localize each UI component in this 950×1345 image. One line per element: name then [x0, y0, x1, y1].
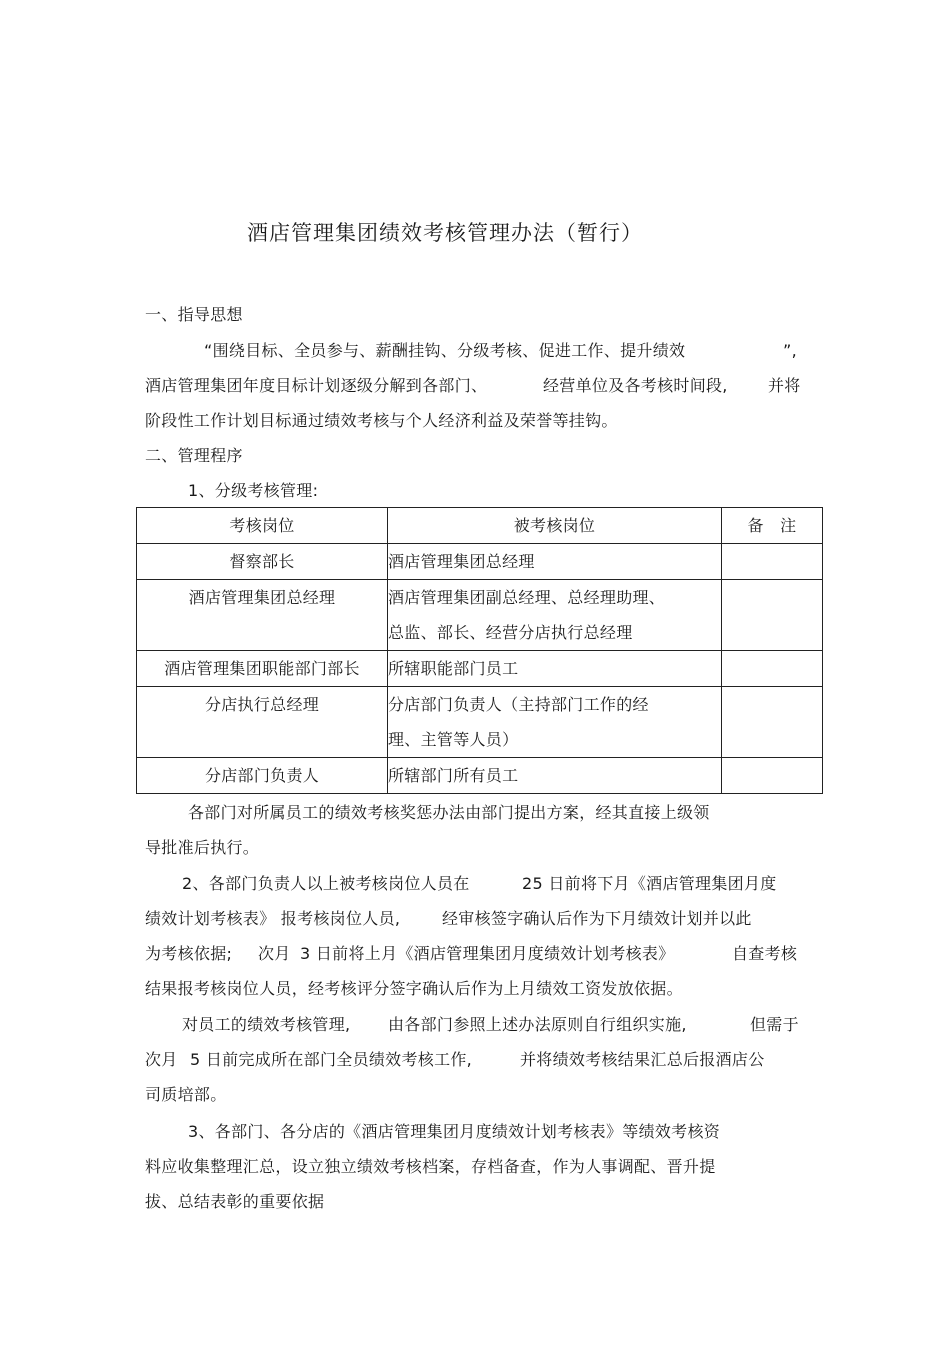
header-note: 备 注: [722, 508, 823, 544]
cell-post: 酒店管理集团总经理: [137, 580, 388, 651]
paragraph3-line1-part3: 但需于: [750, 1015, 799, 1034]
header-assessee: 被考核岗位: [388, 508, 722, 544]
section1-heading: 一、指导思想: [145, 305, 243, 324]
paragraph2-line3-part1: 为考核依据;: [145, 944, 233, 963]
cell-note: [722, 544, 823, 580]
table-header-row: [137, 508, 823, 544]
paragraph3-line3: 司质培部。: [145, 1085, 227, 1104]
paragraph3-line2-part1: 次月: [145, 1050, 178, 1069]
paragraph4-line1: 3、各部门、各分店的《酒店管理集团月度绩效计划考核表》等绩效考核资: [188, 1122, 721, 1141]
section1-line1-end: ”,: [783, 341, 797, 360]
paragraph1-line1: 各部门对所属员工的绩效考核奖惩办法由部门提出方案，经其直接上级领: [188, 803, 710, 822]
cell-note: [722, 758, 823, 794]
cell-note: [722, 580, 823, 651]
section1-line3: 阶段性工作计划目标通过绩效考核与个人经济利益及荣誉等挂钩。: [145, 411, 618, 430]
assessment-table: [136, 507, 823, 794]
document-title: 酒店管理集团绩效考核管理办法（暂行）: [247, 221, 643, 245]
table-row: [137, 580, 823, 651]
section1-line1: “围绕目标、全员参与、薪酬挂钩、分级考核、促进工作、提升绩效: [204, 341, 686, 360]
cell-target-line: 分店部门负责人（主持部门工作的经: [388, 695, 649, 714]
cell-target-line: 酒店管理集团副总经理、总经理助理、: [388, 588, 666, 607]
paragraph4-line2: 料应收集整理汇总，设立独立绩效考核档案，存档备查，作为人事调配、晋升提: [145, 1157, 716, 1176]
header-assessor: 考核岗位: [137, 508, 388, 544]
cell-post: 分店执行总经理: [137, 687, 388, 758]
table-row: [137, 651, 823, 687]
cell-target-line: 理、主管等人员）: [388, 730, 519, 749]
paragraph2-line3-part3: 3 日前将上月《酒店管理集团月度绩效计划考核表》: [300, 944, 675, 963]
paragraph2-line2-part2: 经审核签字确认后作为下月绩效计划并以此: [442, 909, 752, 928]
table-row: [137, 758, 823, 794]
cell-target: [388, 687, 722, 758]
section1-line2-part2: 经营单位及各考核时间段,: [543, 376, 728, 395]
table-row: [137, 544, 823, 580]
cell-target: [388, 580, 722, 651]
cell-target-line: 总监、部长、经营分店执行总经理: [388, 623, 633, 642]
paragraph2-line2-part1: 绩效计划考核表》 报考核岗位人员,: [145, 909, 401, 928]
paragraph3-line2-part2: 5 日前完成所在部门全员绩效考核工作,: [190, 1050, 473, 1069]
paragraph3-line1-part1: 对员工的绩效考核管理,: [182, 1015, 351, 1034]
cell-post: 督察部长: [137, 544, 388, 580]
paragraph2-line3-part2: 次月: [258, 944, 291, 963]
cell-note: [722, 687, 823, 758]
section2-sub1: 1、分级考核管理:: [188, 481, 319, 500]
cell-post: 酒店管理集团职能部门部长: [137, 651, 388, 687]
cell-target: 所辖部门所有员工: [388, 758, 722, 794]
paragraph2-line3-part4: 自查考核: [732, 944, 798, 963]
section1-line2-part3: 并将: [768, 376, 801, 395]
paragraph2-line4: 结果报考核岗位人员，经考核评分签字确认后作为上月绩效工资发放依据。: [145, 979, 683, 998]
cell-target: 酒店管理集团总经理: [388, 544, 722, 580]
paragraph3-line1-part2: 由各部门参照上述办法原则自行组织实施,: [388, 1015, 687, 1034]
cell-note: [722, 651, 823, 687]
paragraph4-line3: 拔、总结表彰的重要依据: [145, 1192, 325, 1211]
cell-target: 所辖职能部门员工: [388, 651, 722, 687]
paragraph2-line1-part2: 25 日前将下月《酒店管理集团月度: [522, 874, 777, 893]
paragraph1-line2: 导批准后执行。: [145, 838, 260, 857]
paragraph2-line1-part1: 2、各部门负责人以上被考核岗位人员在: [182, 874, 470, 893]
paragraph3-line2-part3: 并将绩效考核结果汇总后报酒店公: [520, 1050, 765, 1069]
section2-heading: 二、管理程序: [145, 446, 243, 465]
table-row: [137, 687, 823, 758]
section1-line2-part1: 酒店管理集团年度目标计划逐级分解到各部门、: [145, 376, 488, 395]
cell-post: 分店部门负责人: [137, 758, 388, 794]
